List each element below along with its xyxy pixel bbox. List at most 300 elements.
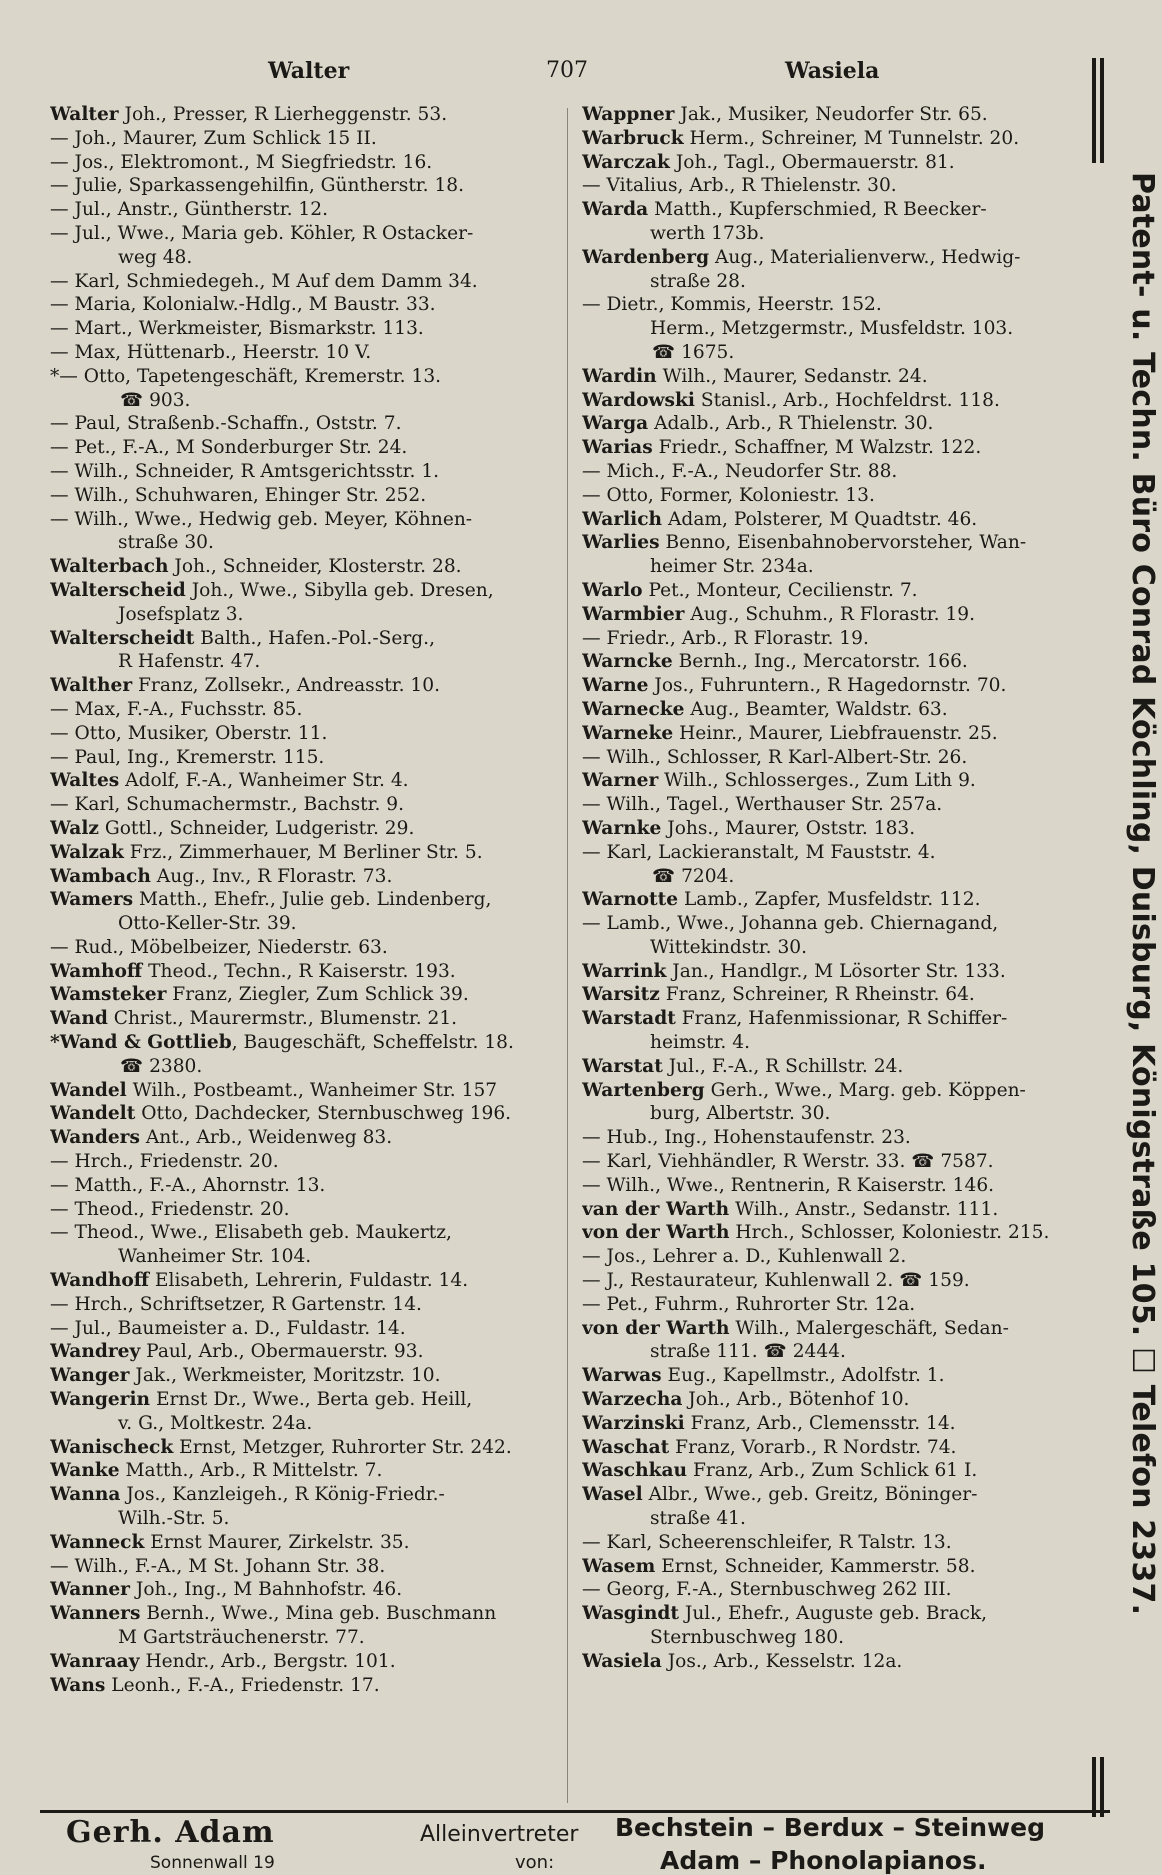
directory-entry	[50, 151, 550, 175]
entry-surname: Wangerin	[50, 1389, 151, 1411]
entry-details: Wittekindstr. 30.	[650, 936, 808, 958]
directory-entry	[582, 198, 1087, 222]
entry-details: Jak., Musiker, Neudorfer Str. 65.	[674, 104, 988, 125]
entry-surname: Waschkau	[582, 1460, 688, 1482]
directory-entry	[50, 1245, 550, 1269]
directory-entry	[582, 650, 1087, 674]
directory-entry	[582, 1388, 1087, 1412]
entry-details: Adam, Polsterer, M Quadtstr. 46.	[662, 508, 978, 530]
entry-details: Jan., Handlgr., M Lösorter Str. 133.	[666, 960, 1006, 982]
directory-entry	[50, 936, 550, 960]
entry-details: Joh., Tagl., Obermauerstr. 81.	[669, 151, 955, 173]
entry-surname: Wartenberg	[582, 1079, 705, 1101]
entry-surname: Wandhoff	[50, 1270, 150, 1292]
directory-entry	[582, 603, 1087, 627]
directory-entry	[50, 769, 550, 793]
entry-details: Gottl., Schneider, Ludgeristr. 29.	[98, 817, 415, 839]
directory-entry	[50, 412, 550, 436]
entry-details: — Rud., Möbelbeizer, Niederstr. 63.	[50, 936, 388, 958]
directory-entry	[50, 1459, 550, 1483]
directory-entry	[50, 1340, 550, 1364]
entry-details: ☎ 903.	[120, 389, 191, 411]
directory-entry	[582, 1483, 1087, 1507]
directory-entry	[582, 365, 1087, 389]
directory-entry	[50, 531, 550, 555]
entry-details: — Karl, Viehhändler, R Werstr. 33. ☎ 7587.	[582, 1151, 994, 1173]
entry-surname: Wanneck	[50, 1531, 145, 1553]
directory-entry	[50, 174, 550, 198]
entry-details: — Hub., Ing., Hohenstaufenstr. 23.	[582, 1127, 911, 1149]
directory-entry	[582, 246, 1087, 270]
entry-details: Heinr., Maurer, Liebfrauenstr. 25.	[673, 722, 998, 744]
directory-entry	[582, 769, 1087, 793]
entry-details: Jul., Ehefr., Auguste geb. Brack,	[678, 1603, 988, 1625]
entry-details: — Karl, Scheerenschleifer, R Talstr. 13.	[582, 1531, 952, 1553]
entry-details: *— Otto, Tapetengeschäft, Kremerstr. 13.	[50, 365, 442, 387]
directory-entry	[582, 1364, 1087, 1388]
entry-surname: Warzinski	[582, 1412, 685, 1434]
directory-entry	[582, 1293, 1087, 1317]
directory-entry	[582, 508, 1087, 532]
entry-surname: Wasiela	[582, 1650, 662, 1672]
directory-entry	[50, 1079, 550, 1103]
entry-details: Pet., Monteur, Cecilienstr. 7.	[642, 579, 918, 601]
directory-entry	[582, 460, 1087, 484]
directory-entry	[50, 127, 550, 151]
entry-surname: Walterscheidt	[50, 627, 195, 649]
directory-entry	[582, 1436, 1087, 1460]
directory-entry	[50, 1531, 550, 1555]
footer-von: von:	[515, 1852, 555, 1873]
entry-surname: Wasem	[582, 1555, 656, 1577]
directory-entry	[50, 460, 550, 484]
entry-details: — Karl, Schmiedegeh., M Auf dem Damm 34.	[50, 270, 478, 292]
entry-details: Ernst Dr., Wwe., Berta geb. Heill,	[150, 1389, 473, 1411]
footer-brands-line1: Bechstein – Berdux – Steinweg	[615, 1813, 1045, 1842]
entry-details: Wanheimer Str. 104.	[118, 1246, 312, 1268]
entry-details: Ernst, Schneider, Kammerstr. 58.	[655, 1555, 976, 1577]
entry-surname: Wanke	[50, 1460, 120, 1482]
entry-surname: Wanger	[50, 1365, 130, 1387]
entry-surname: Warlich	[582, 508, 663, 530]
directory-entry	[582, 151, 1087, 175]
entry-details: Wilh., Anstr., Sedanstr. 111.	[729, 1198, 999, 1220]
directory-entry	[50, 1126, 550, 1150]
entry-details: — Maria, Kolonialw.-Hdlg., M Baustr. 33.	[50, 294, 436, 316]
entry-surname: Wardenberg	[582, 246, 710, 268]
directory-entry	[50, 222, 550, 246]
entry-details: — Joh., Maurer, Zum Schlick 15 II.	[50, 127, 377, 149]
directory-entry	[50, 293, 550, 317]
entry-details: — Wilh., Wwe., Hedwig geb. Meyer, Köhnen-	[50, 508, 473, 530]
entry-surname: Wanders	[50, 1127, 140, 1149]
directory-entry	[582, 484, 1087, 508]
entry-details: , Baugeschäft, Scheffelstr. 18.	[231, 1032, 514, 1054]
phone-number	[50, 389, 550, 413]
entry-surname: Wamhoff	[50, 960, 143, 982]
entry-details: werth 173b.	[650, 222, 765, 244]
entry-details: Jos., Kanzleigeh., R König-Friedr.-	[120, 1484, 445, 1506]
entry-surname: Wand	[50, 1008, 108, 1030]
entry-details: — Wilh., Schneider, R Amtsgerichtsstr. 1.	[50, 460, 440, 482]
entry-details: — Friedr., Arb., R Florastr. 19.	[582, 627, 869, 649]
directory-entry	[582, 983, 1087, 1007]
directory-entry	[50, 865, 550, 889]
directory-entry	[582, 174, 1087, 198]
entry-details: Franz, Arb., Clemensstr. 14.	[684, 1412, 956, 1434]
entry-details: Johs., Maurer, Oststr. 183.	[661, 817, 916, 839]
directory-entry	[50, 793, 550, 817]
directory-entry	[50, 603, 550, 627]
entry-details: — Pet., F.-A., M Sonderburger Str. 24.	[50, 437, 408, 459]
footer-agent-label: Alleinvertreter	[420, 1822, 579, 1847]
entry-details: — Mart., Werkmeister, Bismarkstr. 113.	[50, 318, 424, 340]
entry-surname: Warmbier	[582, 603, 685, 625]
entry-surname: Warnke	[582, 817, 662, 839]
entry-surname: von der Warth	[582, 1222, 730, 1244]
directory-entry	[50, 1412, 550, 1436]
directory-entry	[582, 127, 1087, 151]
entry-details: — Jul., Anstr., Güntherstr. 12.	[50, 199, 328, 221]
entry-surname: Warbruck	[582, 127, 684, 149]
directory-entry	[50, 103, 550, 127]
entry-surname: Warnotte	[582, 889, 679, 911]
entry-details: Lamb., Zapfer, Musfeldstr. 112.	[678, 889, 981, 911]
entry-surname: Warwas	[582, 1365, 662, 1387]
entry-surname: Warsitz	[582, 984, 660, 1006]
entry-surname: Warner	[582, 770, 659, 792]
directory-entry	[582, 698, 1087, 722]
entry-surname: *Wand & Gottlieb	[50, 1032, 232, 1054]
entry-details: Herm., Schreiner, M Tunnelstr. 20.	[683, 127, 1020, 149]
entry-surname: Walzak	[50, 841, 124, 863]
directory-entry	[50, 555, 550, 579]
entry-surname: Wardin	[582, 365, 657, 387]
directory-entry	[50, 508, 550, 532]
directory-entry	[50, 1674, 550, 1698]
column-divider	[567, 108, 568, 1803]
entry-details: Balth., Hafen.-Pol.-Serg.,	[194, 627, 435, 649]
entry-details: Matth., Kupferschmied, R Beecker-	[648, 199, 987, 221]
entry-surname: van der Warth	[582, 1198, 730, 1220]
entry-details: — Julie, Sparkassengehilfin, Güntherstr. 18.	[50, 175, 465, 197]
entry-details: Franz, Arb., Zum Schlick 61 I.	[687, 1460, 978, 1482]
entry-details: — Max, Hüttenarb., Heerstr. 10 V.	[50, 341, 372, 363]
directory-entry	[582, 317, 1087, 341]
entry-surname: Wanner	[50, 1579, 130, 1601]
directory-entry	[582, 1079, 1087, 1103]
entry-details: heimer Str. 234a.	[650, 556, 814, 578]
entry-details: — Matth., F.-A., Ahornstr. 13.	[50, 1174, 326, 1196]
entry-details: Otto, Dachdecker, Sternbuschweg 196.	[135, 1103, 512, 1125]
directory-entry	[582, 1340, 1087, 1364]
entry-details: Ernst, Metzger, Ruhrorter Str. 242.	[173, 1436, 512, 1458]
entry-details: Josefsplatz 3.	[118, 603, 244, 625]
directory-entry	[50, 1293, 550, 1317]
directory-entry	[50, 841, 550, 865]
entry-details: Adolf, F.-A., Wanheimer Str. 4.	[119, 770, 409, 792]
entry-details: Jos., Fuhruntern., R Hagedornstr. 70.	[648, 675, 1007, 697]
entry-details: M Gartsträuchenerstr. 77.	[118, 1627, 365, 1648]
directory-entry	[50, 1364, 550, 1388]
entry-details: Albr., Wwe., geb. Greitz, Böninger-	[642, 1484, 978, 1506]
entry-details: Joh., Ing., M Bahnhofstr. 46.	[129, 1579, 403, 1601]
entry-details: — Wilh., Schuhwaren, Ehinger Str. 252.	[50, 484, 427, 506]
entry-surname: Wanners	[50, 1603, 141, 1625]
phone-number	[50, 1055, 550, 1079]
directory-entry	[582, 1459, 1087, 1483]
entry-surname: Warga	[582, 413, 649, 435]
directory-entry	[50, 1578, 550, 1602]
entry-details: Frz., Zimmerhauer, M Berliner Str. 5.	[123, 841, 483, 863]
entry-details: Otto-Keller-Str. 39.	[118, 913, 297, 935]
entry-details: Franz, Ziegler, Zum Schlick 39.	[166, 984, 469, 1006]
directory-entry	[582, 1602, 1087, 1626]
entry-details: v. G., Moltkestr. 24a.	[118, 1412, 313, 1434]
directory-entry	[50, 270, 550, 294]
entry-details: Joh., Schneider, Klosterstr. 28.	[168, 556, 462, 578]
entry-details: Bernh., Wwe., Mina geb. Buschmann	[140, 1603, 497, 1625]
side-rule-top	[1092, 58, 1096, 163]
entry-surname: Warrink	[582, 960, 667, 982]
directory-entry	[582, 270, 1087, 294]
directory-entry	[582, 1221, 1087, 1245]
directory-entry	[582, 1412, 1087, 1436]
entry-details: — Jul., Baumeister a. D., Fuldastr. 14.	[50, 1317, 406, 1339]
entry-details: R Hafenstr. 47.	[118, 651, 261, 673]
entry-details: straße 111. ☎ 2444.	[650, 1341, 846, 1363]
directory-entry	[50, 246, 550, 270]
entry-details: — Jul., Wwe., Maria geb. Köhler, R Ostacker-	[50, 222, 474, 244]
directory-entry	[582, 674, 1087, 698]
footer-brands-line2: Adam – Phonolapianos.	[660, 1846, 987, 1875]
entry-details: Sternbuschweg 180.	[650, 1627, 845, 1648]
entry-details: Paul, Arb., Obermauerstr. 93.	[140, 1341, 424, 1363]
directory-entry	[582, 436, 1087, 460]
entry-details: Benno, Eisenbahnobervorsteher, Wan-	[659, 532, 1027, 554]
entry-details: — Pet., Fuhrm., Ruhrorter Str. 12a.	[582, 1293, 916, 1315]
entry-details: — Hrch., Schriftsetzer, R Gartenstr. 14.	[50, 1293, 422, 1315]
phone-number	[582, 865, 1087, 889]
footer-company-name: Gerh. Adam	[66, 1815, 275, 1850]
entry-surname: Wandel	[50, 1079, 127, 1101]
entry-details: heimstr. 4.	[650, 1032, 750, 1054]
entry-details: — Karl, Schumachermstr., Bachstr. 9.	[50, 794, 405, 816]
entry-details: Wilh., Schlosserges., Zum Lith 9.	[658, 770, 976, 792]
entry-details: — Theod., Wwe., Elisabeth geb. Maukertz,	[50, 1222, 452, 1244]
entry-surname: Warne	[582, 675, 649, 697]
directory-entry	[582, 1245, 1087, 1269]
entry-details: — Otto, Former, Koloniestr. 13.	[582, 484, 875, 506]
entry-details: Aug., Beamter, Waldstr. 63.	[684, 698, 948, 720]
directory-entry	[50, 1483, 550, 1507]
entry-details: Wilh., Maurer, Sedanstr. 24.	[656, 365, 928, 387]
entry-details: ☎ 1675.	[652, 341, 735, 363]
entry-details: — Wilh., F.-A., M St. Johann Str. 38.	[50, 1555, 386, 1577]
entry-details: Aug., Schuhm., R Florastr. 19.	[684, 603, 976, 625]
entry-details: Christ., Maurermstr., Blumenstr. 21.	[107, 1008, 458, 1030]
left-column	[50, 103, 550, 1697]
entry-surname: Wamers	[50, 889, 134, 911]
directory-entry	[582, 888, 1087, 912]
entry-surname: Wandrey	[50, 1341, 141, 1363]
directory-entry	[582, 579, 1087, 603]
entry-details: Joh., Presser, R Lierheggenstr. 53.	[118, 104, 448, 125]
right-column	[582, 103, 1087, 1674]
entry-details: Wilh., Postbeamt., Wanheimer Str. 157	[126, 1079, 498, 1101]
directory-entry	[582, 222, 1087, 246]
directory-entry	[50, 746, 550, 770]
entry-details: ☎ 7204.	[652, 865, 735, 887]
directory-entry	[50, 1269, 550, 1293]
entry-details: Leonh., F.-A., Friedenstr. 17.	[105, 1674, 380, 1696]
directory-entry	[582, 1626, 1087, 1650]
directory-entry	[582, 531, 1087, 555]
directory-entry	[582, 412, 1087, 436]
directory-entry	[50, 960, 550, 984]
directory-entry	[50, 1198, 550, 1222]
entry-surname: Walterscheid	[50, 579, 186, 601]
entry-details: Franz, Hafenmissionar, R Schiffer-	[675, 1008, 1008, 1030]
directory-entry	[582, 293, 1087, 317]
directory-entry	[582, 389, 1087, 413]
directory-entry	[50, 365, 550, 389]
entry-details: ☎ 2380.	[120, 1055, 203, 1077]
entry-details: Theod., Techn., R Kaiserstr. 193.	[142, 960, 456, 982]
entry-surname: Warda	[582, 199, 649, 221]
entry-details: Stanisl., Arb., Hochfeldrst. 118.	[694, 389, 1000, 411]
directory-entry	[50, 436, 550, 460]
directory-entry	[582, 103, 1087, 127]
entry-surname: Walther	[50, 675, 133, 697]
directory-entry	[582, 1007, 1087, 1031]
directory-entry	[582, 1507, 1087, 1531]
directory-entry	[582, 1198, 1087, 1222]
entry-details: straße 28.	[650, 270, 746, 292]
directory-entry	[50, 484, 550, 508]
entry-details: — J., Restaurateur, Kuhlenwall 2. ☎ 159.	[582, 1270, 970, 1292]
entry-details: — Max, F.-A., Fuchsstr. 85.	[50, 698, 303, 720]
directory-entry	[50, 1555, 550, 1579]
directory-entry	[50, 1602, 550, 1626]
directory-entry	[50, 983, 550, 1007]
entry-surname: Wamsteker	[50, 984, 167, 1006]
directory-entry	[50, 317, 550, 341]
header-left: Walter	[268, 58, 350, 84]
side-rule-bottom	[1092, 1757, 1096, 1817]
entry-details: Jul., F.-A., R Schillstr. 24.	[662, 1055, 904, 1077]
entry-details: Franz, Schreiner, R Rheinstr. 64.	[659, 984, 975, 1006]
directory-entry	[582, 627, 1087, 651]
entry-details: — Hrch., Friedenstr. 20.	[50, 1151, 279, 1173]
entry-details: Franz, Zollsekr., Andreasstr. 10.	[132, 675, 440, 697]
entry-details: Adalb., Arb., R Thielenstr. 30.	[648, 413, 934, 435]
directory-entry	[582, 555, 1087, 579]
entry-details: Hrch., Schlosser, Koloniestr. 215.	[729, 1222, 1050, 1244]
entry-details: Hendr., Arb., Bergstr. 101.	[139, 1650, 396, 1672]
entry-details: straße 30.	[118, 532, 214, 554]
directory-entry	[582, 1055, 1087, 1079]
entry-surname: Waltes	[50, 770, 120, 792]
entry-surname: Wasgindt	[582, 1603, 679, 1625]
header-right: Wasiela	[785, 58, 880, 84]
directory-entry	[582, 1650, 1087, 1674]
directory-entry	[582, 960, 1087, 984]
entry-surname: Wambach	[50, 865, 151, 887]
directory-entry	[50, 1317, 550, 1341]
directory-entry	[50, 1626, 550, 1650]
directory-entry	[582, 936, 1087, 960]
entry-details: burg, Albertstr. 30.	[650, 1103, 831, 1125]
entry-surname: Wans	[50, 1674, 106, 1696]
entry-details: — Jos., Elektromont., M Siegfriedstr. 16.	[50, 151, 433, 173]
entry-details: Herm., Metzgermstr., Musfeldstr. 103.	[650, 318, 1014, 340]
directory-entry	[582, 1317, 1087, 1341]
entry-surname: Wappner	[582, 104, 675, 125]
side-rule-bottom-2	[1100, 1757, 1104, 1817]
directory-entry	[50, 1102, 550, 1126]
entry-details: — Paul, Straßenb.-Schaffn., Oststr. 7.	[50, 413, 402, 435]
entry-details: Matth., Ehefr., Julie geb. Lindenberg,	[133, 889, 492, 911]
directory-entry	[50, 1221, 550, 1245]
entry-details: Ernst Maurer, Zirkelstr. 35.	[144, 1531, 410, 1553]
directory-entry	[50, 912, 550, 936]
entry-surname: Warnecke	[582, 698, 685, 720]
directory-entry	[582, 841, 1087, 865]
entry-details: — Paul, Ing., Kremerstr. 115.	[50, 746, 325, 768]
entry-details: weg 48.	[118, 246, 193, 268]
entry-surname: Warzecha	[582, 1389, 683, 1411]
entry-surname: Wandelt	[50, 1103, 136, 1125]
directory-entry	[50, 1150, 550, 1174]
entry-details: Joh., Wwe., Sibylla geb. Dresen,	[185, 579, 494, 601]
entry-details: — Jos., Lehrer a. D., Kuhlenwall 2.	[582, 1246, 907, 1268]
directory-entry	[50, 817, 550, 841]
entry-details: Elisabeth, Lehrerin, Fuldastr. 14.	[149, 1270, 469, 1292]
entry-details: Wilh.-Str. 5.	[118, 1508, 230, 1530]
directory-entry	[582, 1531, 1087, 1555]
footer-address: Sonnenwall 19	[150, 1853, 275, 1873]
entry-surname: Warstadt	[582, 1008, 676, 1030]
entry-details: Franz, Vorarb., R Nordstr. 74.	[669, 1436, 957, 1458]
directory-entry	[50, 650, 550, 674]
directory-entry	[582, 1269, 1087, 1293]
entry-details: Ant., Arb., Weidenweg 83.	[139, 1127, 393, 1149]
entry-details: straße 41.	[650, 1508, 746, 1530]
directory-entry	[50, 198, 550, 222]
entry-surname: Wardowski	[582, 389, 695, 411]
entry-details: — Mich., F.-A., Neudorfer Str. 88.	[582, 460, 898, 482]
directory-entry	[50, 1507, 550, 1531]
entry-details: — Theod., Friedenstr. 20.	[50, 1198, 290, 1220]
directory-entry	[582, 912, 1087, 936]
directory-entry	[582, 1031, 1087, 1055]
directory-entry	[50, 888, 550, 912]
entry-surname: Walter	[50, 104, 119, 125]
directory-entry	[50, 1174, 550, 1198]
entry-details: — Karl, Lackieranstalt, M Fauststr. 4.	[582, 841, 936, 863]
entry-surname: Walterbach	[50, 556, 169, 578]
directory-entry	[582, 1126, 1087, 1150]
directory-entry	[50, 579, 550, 603]
entry-surname: Warneke	[582, 722, 674, 744]
entry-surname: Warlies	[582, 532, 660, 554]
entry-details: Aug., Inv., R Florastr. 73.	[150, 865, 393, 887]
directory-entry	[582, 1102, 1087, 1126]
directory-entry	[50, 1436, 550, 1460]
entry-details: — Otto, Musiker, Oberstr. 11.	[50, 722, 328, 744]
directory-entry	[582, 722, 1087, 746]
